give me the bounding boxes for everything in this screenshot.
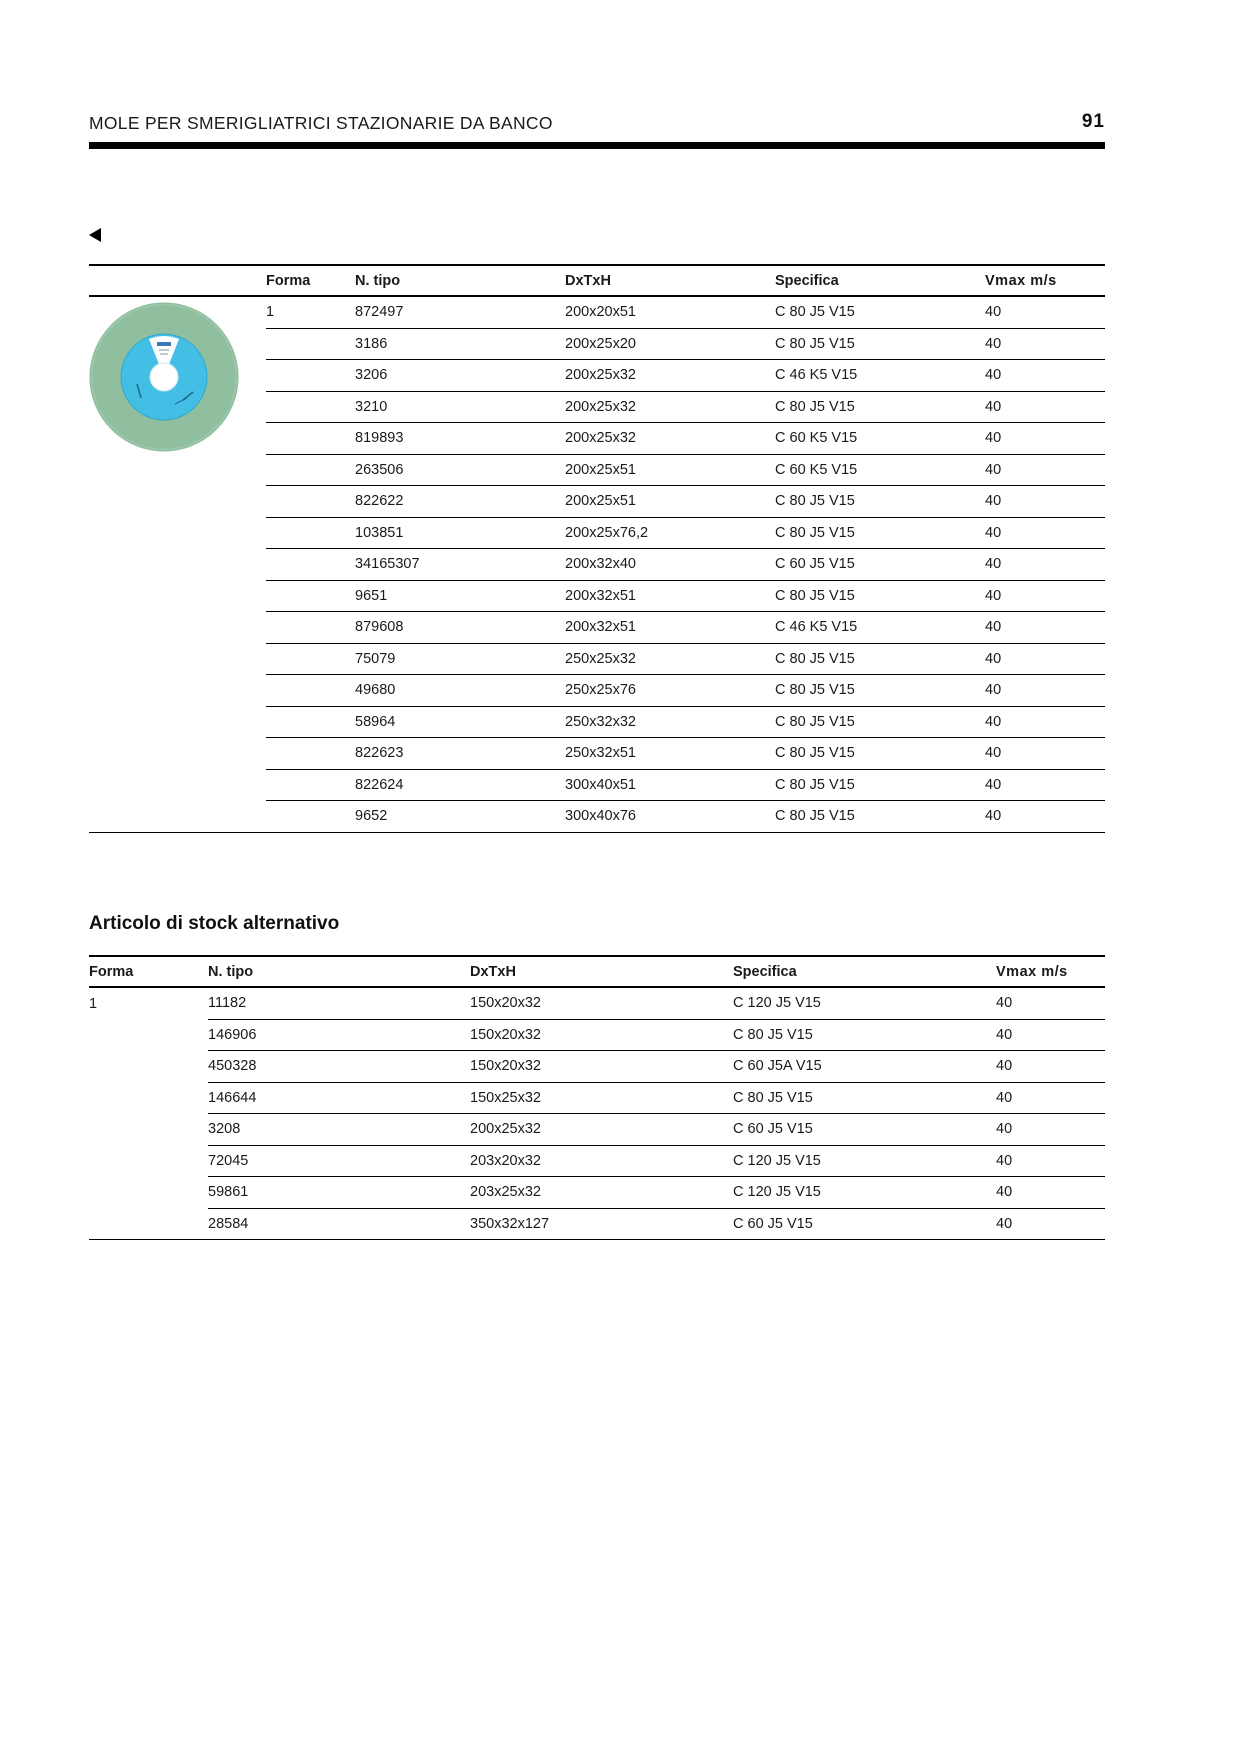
cell-n-tipo: 9652 bbox=[355, 801, 565, 833]
cell-vmax: 40 bbox=[985, 706, 1105, 738]
cell-dxtxh: 203x25x32 bbox=[470, 1177, 733, 1209]
cell-vmax: 40 bbox=[985, 454, 1105, 486]
cell-vmax: 40 bbox=[996, 1114, 1105, 1146]
image-cell bbox=[89, 549, 266, 581]
table-row bbox=[89, 675, 1105, 707]
cell-vmax: 40 bbox=[996, 1082, 1105, 1114]
table-row bbox=[89, 423, 1105, 455]
cell-specifica: C 80 J5 V15 bbox=[775, 738, 985, 770]
table-row bbox=[89, 1051, 1105, 1083]
alternative-stock-table-body bbox=[89, 987, 1105, 1240]
column-header-forma: Forma bbox=[266, 265, 355, 296]
cell-specifica: C 60 K5 V15 bbox=[775, 454, 985, 486]
cell-forma bbox=[266, 675, 355, 707]
cell-forma bbox=[89, 1051, 208, 1083]
cell-vmax: 40 bbox=[985, 612, 1105, 644]
cell-n-tipo: 58964 bbox=[355, 706, 565, 738]
cell-forma bbox=[266, 517, 355, 549]
table-row bbox=[89, 517, 1105, 549]
cell-n-tipo: 450328 bbox=[208, 1051, 470, 1083]
cell-dxtxh: 150x20x32 bbox=[470, 1051, 733, 1083]
image-cell bbox=[89, 643, 266, 675]
cell-dxtxh: 203x20x32 bbox=[470, 1145, 733, 1177]
cell-forma bbox=[266, 360, 355, 392]
cell-dxtxh: 300x40x51 bbox=[565, 769, 775, 801]
product-table bbox=[89, 264, 1105, 833]
cell-forma: 1 bbox=[266, 296, 355, 328]
table-row bbox=[89, 296, 1105, 328]
wheel-logo bbox=[157, 342, 171, 346]
cell-dxtxh: 250x32x32 bbox=[565, 706, 775, 738]
cell-forma bbox=[89, 1019, 208, 1051]
cell-n-tipo: 3210 bbox=[355, 391, 565, 423]
cell-n-tipo: 75079 bbox=[355, 643, 565, 675]
cell-n-tipo: 59861 bbox=[208, 1177, 470, 1209]
cell-n-tipo: 9651 bbox=[355, 580, 565, 612]
cell-vmax: 40 bbox=[985, 675, 1105, 707]
cell-n-tipo: 49680 bbox=[355, 675, 565, 707]
cell-specifica: C 80 J5 V15 bbox=[775, 769, 985, 801]
cell-n-tipo: 3206 bbox=[355, 360, 565, 392]
table-row bbox=[89, 987, 1105, 1019]
cell-dxtxh: 250x25x76 bbox=[565, 675, 775, 707]
cell-forma bbox=[266, 580, 355, 612]
column-header-n-tipo: N. tipo bbox=[355, 265, 565, 296]
cell-dxtxh: 150x20x32 bbox=[470, 1019, 733, 1051]
cell-specifica: C 80 J5 V15 bbox=[775, 643, 985, 675]
cell-n-tipo: 872497 bbox=[355, 296, 565, 328]
cell-specifica: C 60 J5 V15 bbox=[775, 549, 985, 581]
cell-dxtxh: 200x25x51 bbox=[565, 486, 775, 518]
cell-dxtxh: 200x25x20 bbox=[565, 328, 775, 360]
column-header-specifica: Specifica bbox=[775, 265, 985, 296]
cell-vmax: 40 bbox=[985, 423, 1105, 455]
cell-n-tipo: 103851 bbox=[355, 517, 565, 549]
cell-n-tipo: 819893 bbox=[355, 423, 565, 455]
cell-specifica: C 80 J5 V15 bbox=[775, 296, 985, 328]
cell-forma bbox=[266, 801, 355, 833]
cell-specifica: C 46 K5 V15 bbox=[775, 360, 985, 392]
cell-vmax: 40 bbox=[985, 360, 1105, 392]
cell-forma bbox=[266, 423, 355, 455]
cell-specifica: C 120 J5 V15 bbox=[733, 1145, 996, 1177]
cell-specifica: C 80 J5 V15 bbox=[775, 391, 985, 423]
cell-vmax: 40 bbox=[985, 580, 1105, 612]
cell-n-tipo: 72045 bbox=[208, 1145, 470, 1177]
wheel-bore bbox=[150, 363, 178, 391]
cell-dxtxh: 250x25x32 bbox=[565, 643, 775, 675]
image-cell bbox=[89, 454, 266, 486]
image-cell bbox=[89, 706, 266, 738]
table-row bbox=[89, 769, 1105, 801]
cell-dxtxh: 350x32x127 bbox=[470, 1208, 733, 1240]
table-row bbox=[89, 1019, 1105, 1051]
page-header bbox=[89, 110, 1105, 142]
cell-specifica: C 60 J5A V15 bbox=[733, 1051, 996, 1083]
cell-forma bbox=[266, 643, 355, 675]
table-row bbox=[89, 643, 1105, 675]
cell-forma bbox=[266, 486, 355, 518]
cell-forma: 1 bbox=[89, 995, 98, 1012]
cell-dxtxh: 200x25x76,2 bbox=[565, 517, 775, 549]
table-row bbox=[89, 1208, 1105, 1240]
cell-specifica: C 80 J5 V15 bbox=[775, 486, 985, 518]
image-cell bbox=[89, 769, 266, 801]
table-row bbox=[89, 360, 1105, 392]
cell-forma bbox=[266, 549, 355, 581]
header-rule bbox=[89, 142, 1105, 149]
alternative-stock-table bbox=[89, 955, 1105, 1240]
section-title: Articolo di stock alternativo bbox=[89, 913, 340, 934]
table-row bbox=[89, 801, 1105, 833]
cell-dxtxh: 200x20x51 bbox=[565, 296, 775, 328]
cell-vmax: 40 bbox=[985, 328, 1105, 360]
cell-specifica: C 80 J5 V15 bbox=[775, 675, 985, 707]
cell-n-tipo: 822622 bbox=[355, 486, 565, 518]
cell-specifica: C 80 J5 V15 bbox=[733, 1019, 996, 1051]
column-header-vmax: Vmax m/s bbox=[985, 265, 1105, 296]
cell-vmax: 40 bbox=[996, 1208, 1105, 1240]
table-header-row bbox=[89, 956, 1105, 987]
table-row bbox=[89, 580, 1105, 612]
table-header-row bbox=[89, 265, 1105, 296]
cell-n-tipo: 3186 bbox=[355, 328, 565, 360]
cell-specifica: C 120 J5 V15 bbox=[733, 1177, 996, 1209]
product-table-body bbox=[89, 296, 1105, 832]
column-header-dxtxh: DxTxH bbox=[565, 265, 775, 296]
cell-vmax: 40 bbox=[996, 1177, 1105, 1209]
image-cell bbox=[89, 486, 266, 518]
column-header-forma: Forma bbox=[89, 956, 208, 987]
image-column-header bbox=[89, 265, 266, 296]
cell-specifica: C 60 K5 V15 bbox=[775, 423, 985, 455]
table-row bbox=[89, 328, 1105, 360]
cell-specifica: C 120 J5 V15 bbox=[733, 987, 996, 1019]
cell-forma bbox=[266, 612, 355, 644]
cell-forma bbox=[89, 1177, 208, 1209]
cell-specifica: C 60 J5 V15 bbox=[733, 1208, 996, 1240]
cell-vmax: 40 bbox=[996, 1051, 1105, 1083]
cell-n-tipo: 879608 bbox=[355, 612, 565, 644]
cell-dxtxh: 200x25x32 bbox=[565, 391, 775, 423]
cell-forma bbox=[266, 391, 355, 423]
cell-n-tipo: 263506 bbox=[355, 454, 565, 486]
cell-forma bbox=[89, 1082, 208, 1114]
table-row bbox=[89, 1114, 1105, 1146]
column-header-vmax: Vmax m/s bbox=[996, 956, 1105, 987]
cell-vmax: 40 bbox=[996, 1019, 1105, 1051]
cell-dxtxh: 200x32x51 bbox=[565, 580, 775, 612]
cell-specifica: C 80 J5 V15 bbox=[775, 801, 985, 833]
cell-n-tipo: 11182 bbox=[208, 987, 470, 1019]
table-row bbox=[89, 612, 1105, 644]
cell-n-tipo: 146906 bbox=[208, 1019, 470, 1051]
table-row bbox=[89, 1177, 1105, 1209]
cell-n-tipo: 3208 bbox=[208, 1114, 470, 1146]
cell-specifica: C 60 J5 V15 bbox=[733, 1114, 996, 1146]
cell-specifica: C 80 J5 V15 bbox=[775, 580, 985, 612]
cell-n-tipo: 28584 bbox=[208, 1208, 470, 1240]
cell-forma bbox=[266, 769, 355, 801]
cell-vmax: 40 bbox=[985, 801, 1105, 833]
header-title: MOLE PER SMERIGLIATRICI STAZIONARIE DA BANCO bbox=[89, 113, 553, 133]
cell-vmax: 40 bbox=[985, 486, 1105, 518]
cell-specifica: C 80 J5 V15 bbox=[733, 1082, 996, 1114]
cell-vmax: 40 bbox=[985, 738, 1105, 770]
image-cell bbox=[89, 580, 266, 612]
cell-vmax: 40 bbox=[985, 391, 1105, 423]
cell-forma bbox=[89, 1208, 208, 1240]
cell-dxtxh: 300x40x76 bbox=[565, 801, 775, 833]
table-row bbox=[89, 486, 1105, 518]
cell-dxtxh: 250x32x51 bbox=[565, 738, 775, 770]
cell-dxtxh: 200x25x32 bbox=[470, 1114, 733, 1146]
image-cell bbox=[89, 675, 266, 707]
image-cell bbox=[89, 517, 266, 549]
cell-dxtxh: 150x25x32 bbox=[470, 1082, 733, 1114]
page-number: 91 bbox=[1081, 111, 1105, 132]
cell-forma bbox=[89, 1145, 208, 1177]
cell-n-tipo: 822624 bbox=[355, 769, 565, 801]
cell-dxtxh: 200x25x32 bbox=[565, 423, 775, 455]
cell-dxtxh: 200x25x51 bbox=[565, 454, 775, 486]
table-row bbox=[89, 738, 1105, 770]
image-cell bbox=[89, 801, 266, 833]
cell-forma bbox=[266, 738, 355, 770]
cell-dxtxh: 200x32x51 bbox=[565, 612, 775, 644]
table-row bbox=[89, 1082, 1105, 1114]
cell-forma bbox=[266, 328, 355, 360]
cell-specifica: C 80 J5 V15 bbox=[775, 517, 985, 549]
table-row bbox=[89, 549, 1105, 581]
table-row bbox=[89, 706, 1105, 738]
cell-vmax: 40 bbox=[985, 769, 1105, 801]
cell-specifica: C 80 J5 V15 bbox=[775, 328, 985, 360]
table-row bbox=[89, 391, 1105, 423]
table-row bbox=[89, 454, 1105, 486]
cell-vmax: 40 bbox=[985, 549, 1105, 581]
cell-vmax: 40 bbox=[996, 987, 1105, 1019]
cell-specifica: C 46 K5 V15 bbox=[775, 612, 985, 644]
cell-n-tipo: 34165307 bbox=[355, 549, 565, 581]
cell-vmax: 40 bbox=[996, 1145, 1105, 1177]
cell-dxtxh: 200x25x32 bbox=[565, 360, 775, 392]
image-cell bbox=[89, 612, 266, 644]
cell-forma bbox=[266, 706, 355, 738]
image-cell bbox=[89, 738, 266, 770]
cell-n-tipo: 822623 bbox=[355, 738, 565, 770]
cell-forma bbox=[89, 1114, 208, 1146]
cell-n-tipo: 146644 bbox=[208, 1082, 470, 1114]
table-row bbox=[89, 1145, 1105, 1177]
back-arrow-icon[interactable] bbox=[89, 228, 101, 242]
column-header-specifica: Specifica bbox=[733, 956, 996, 987]
grinding-wheel-icon bbox=[89, 302, 239, 452]
cell-vmax: 40 bbox=[985, 643, 1105, 675]
column-header-dxtxh: DxTxH bbox=[470, 956, 733, 987]
cell-dxtxh: 200x32x40 bbox=[565, 549, 775, 581]
cell-dxtxh: 150x20x32 bbox=[470, 987, 733, 1019]
cell-vmax: 40 bbox=[985, 517, 1105, 549]
column-header-n-tipo: N. tipo bbox=[208, 956, 470, 987]
cell-specifica: C 80 J5 V15 bbox=[775, 706, 985, 738]
cell-vmax: 40 bbox=[985, 296, 1105, 328]
cell-forma bbox=[266, 454, 355, 486]
